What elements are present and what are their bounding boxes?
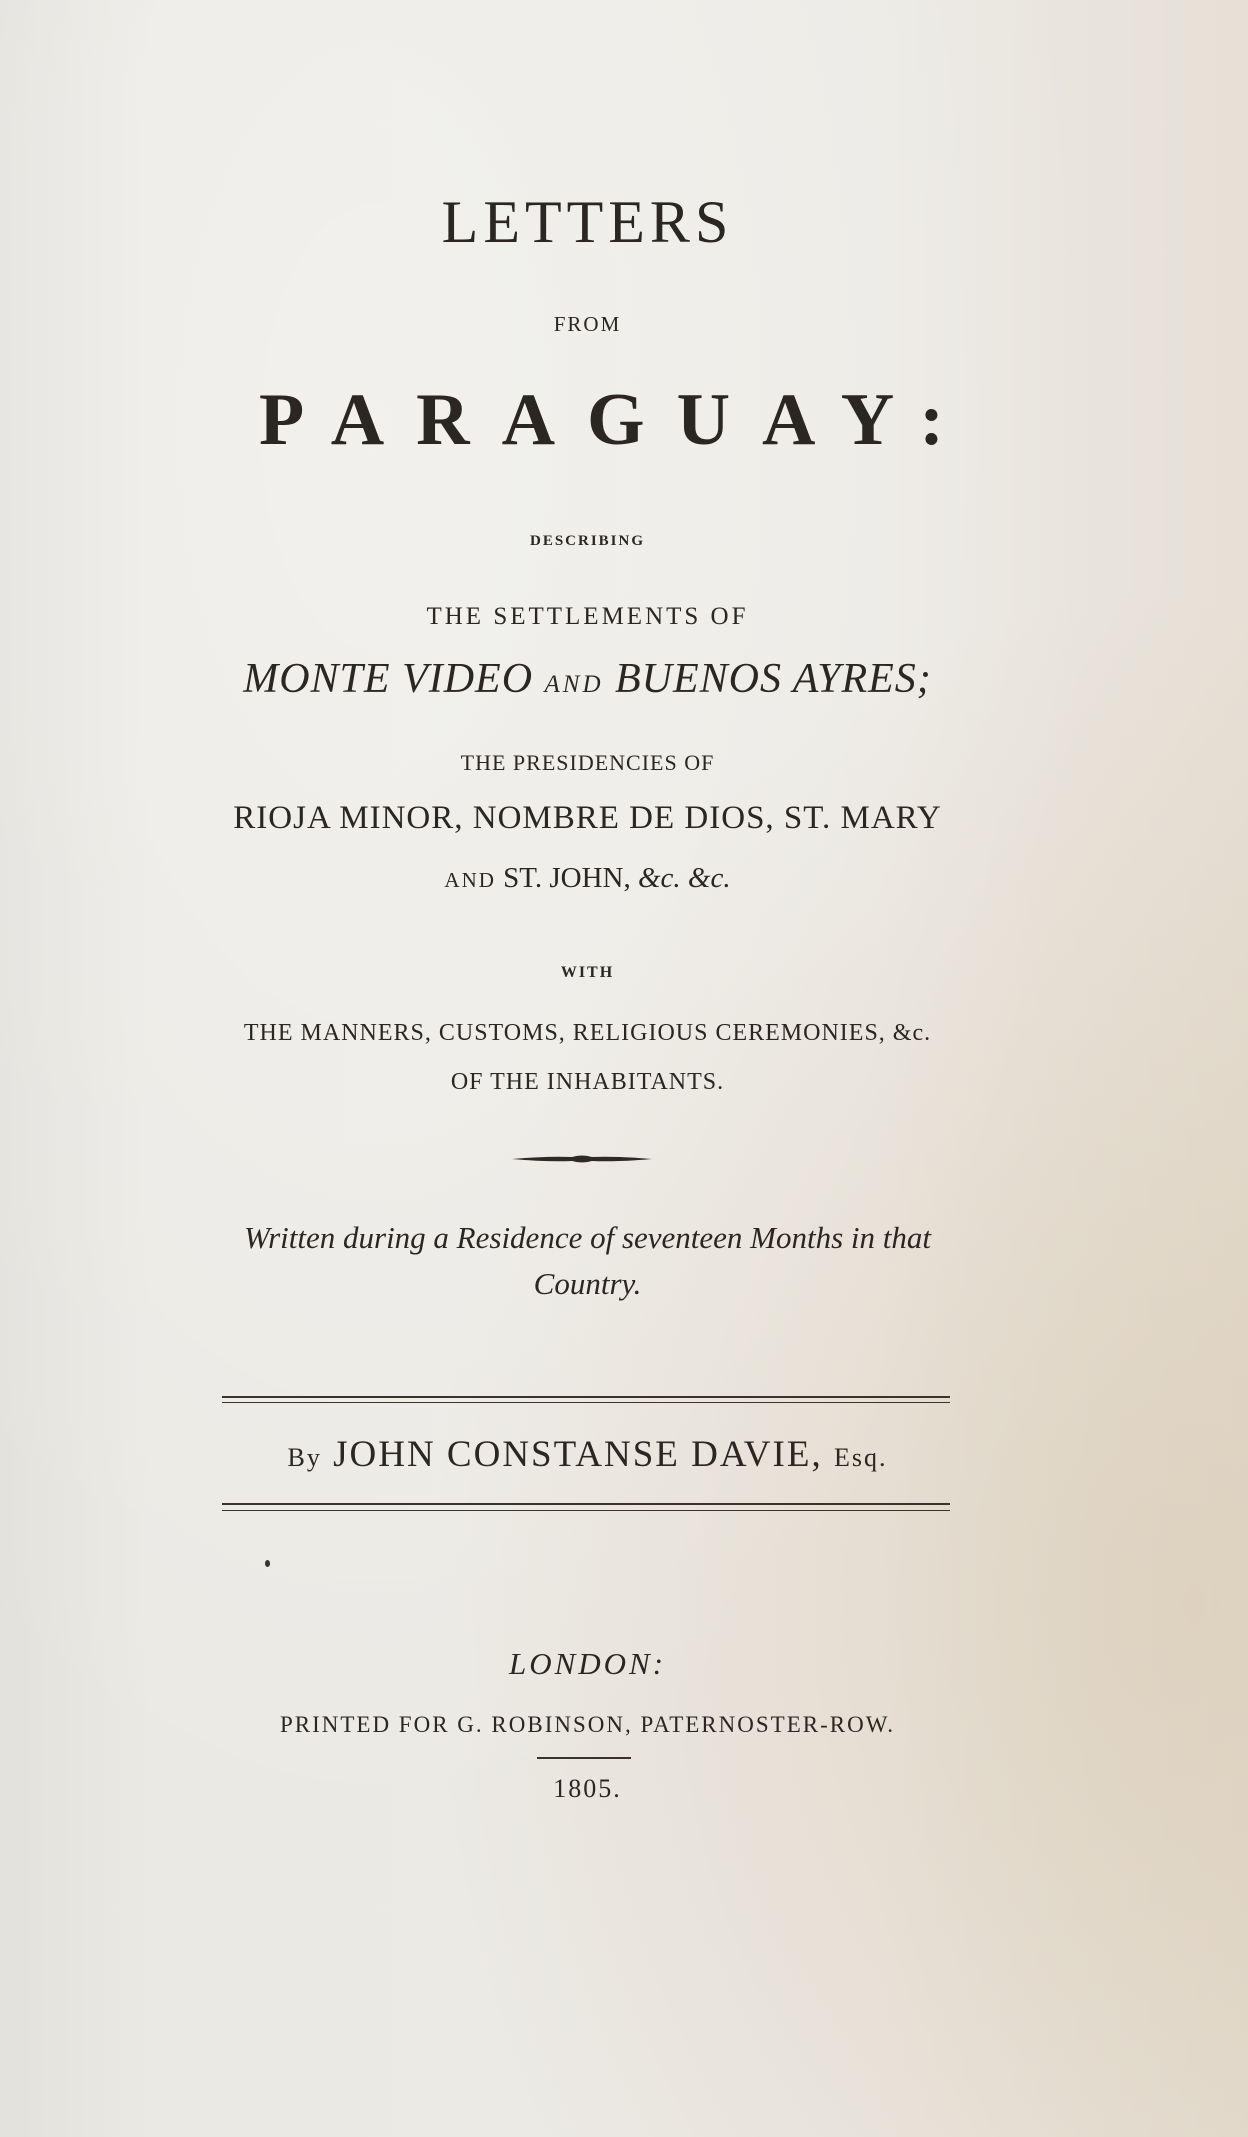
place-buenos-ayres: BUENOS AYRES;: [615, 656, 932, 702]
book-title: LETTERS: [441, 189, 734, 255]
author-line: [0, 1433, 1175, 1476]
describing-label: DESCRIBING: [529, 533, 646, 549]
short-rule: [537, 1757, 631, 1759]
printer-line: PRINTED FOR G. ROBINSON, PATERNOSTER-ROW.: [279, 1712, 896, 1737]
written-line-2: Country.: [533, 1266, 642, 1301]
with-label: WITH: [560, 964, 615, 981]
rule-bottom-2: [222, 1510, 950, 1511]
presidencies-line: RIOJA MINOR, NOMBRE DE DIOS, ST. MARY: [233, 800, 942, 836]
from-label: FROM: [553, 312, 622, 336]
rule-top-1: [222, 1396, 950, 1398]
rule-bottom-1: [222, 1503, 950, 1505]
manners-line: THE MANNERS, CUSTOMS, RELIGIOUS CEREMONIES, &c.: [243, 1020, 932, 1046]
st-john-text: ST. JOHN,: [503, 862, 631, 894]
written-line-1: Written during a Residence of seventeen Months in that: [243, 1220, 932, 1255]
author-suffix: Esq.: [833, 1443, 888, 1472]
author-by: By: [287, 1443, 322, 1472]
country-title: PARAGUAY:: [259, 379, 976, 461]
etc-text: &c. &c.: [637, 862, 731, 894]
ink-speck: [265, 1560, 270, 1567]
and-connector: AND: [544, 671, 604, 698]
ornamental-divider: [512, 1152, 652, 1166]
and-connector-2: AND: [444, 868, 496, 892]
place-monte-video: MONTE VIDEO: [243, 656, 534, 702]
st-john-line: [0, 862, 1175, 895]
places-line: [0, 655, 1175, 703]
rule-top-2: [222, 1402, 950, 1403]
publication-year: 1805.: [553, 1774, 622, 1803]
presidencies-label: THE PRESIDENCIES OF: [460, 750, 715, 775]
settlements-line: THE SETTLEMENTS OF: [426, 603, 749, 630]
inhabitants-line: OF THE INHABITANTS.: [450, 1069, 725, 1095]
publication-place: LONDON:: [508, 1646, 667, 1681]
author-name: JOHN CONSTANSE DAVIE,: [333, 1434, 823, 1475]
